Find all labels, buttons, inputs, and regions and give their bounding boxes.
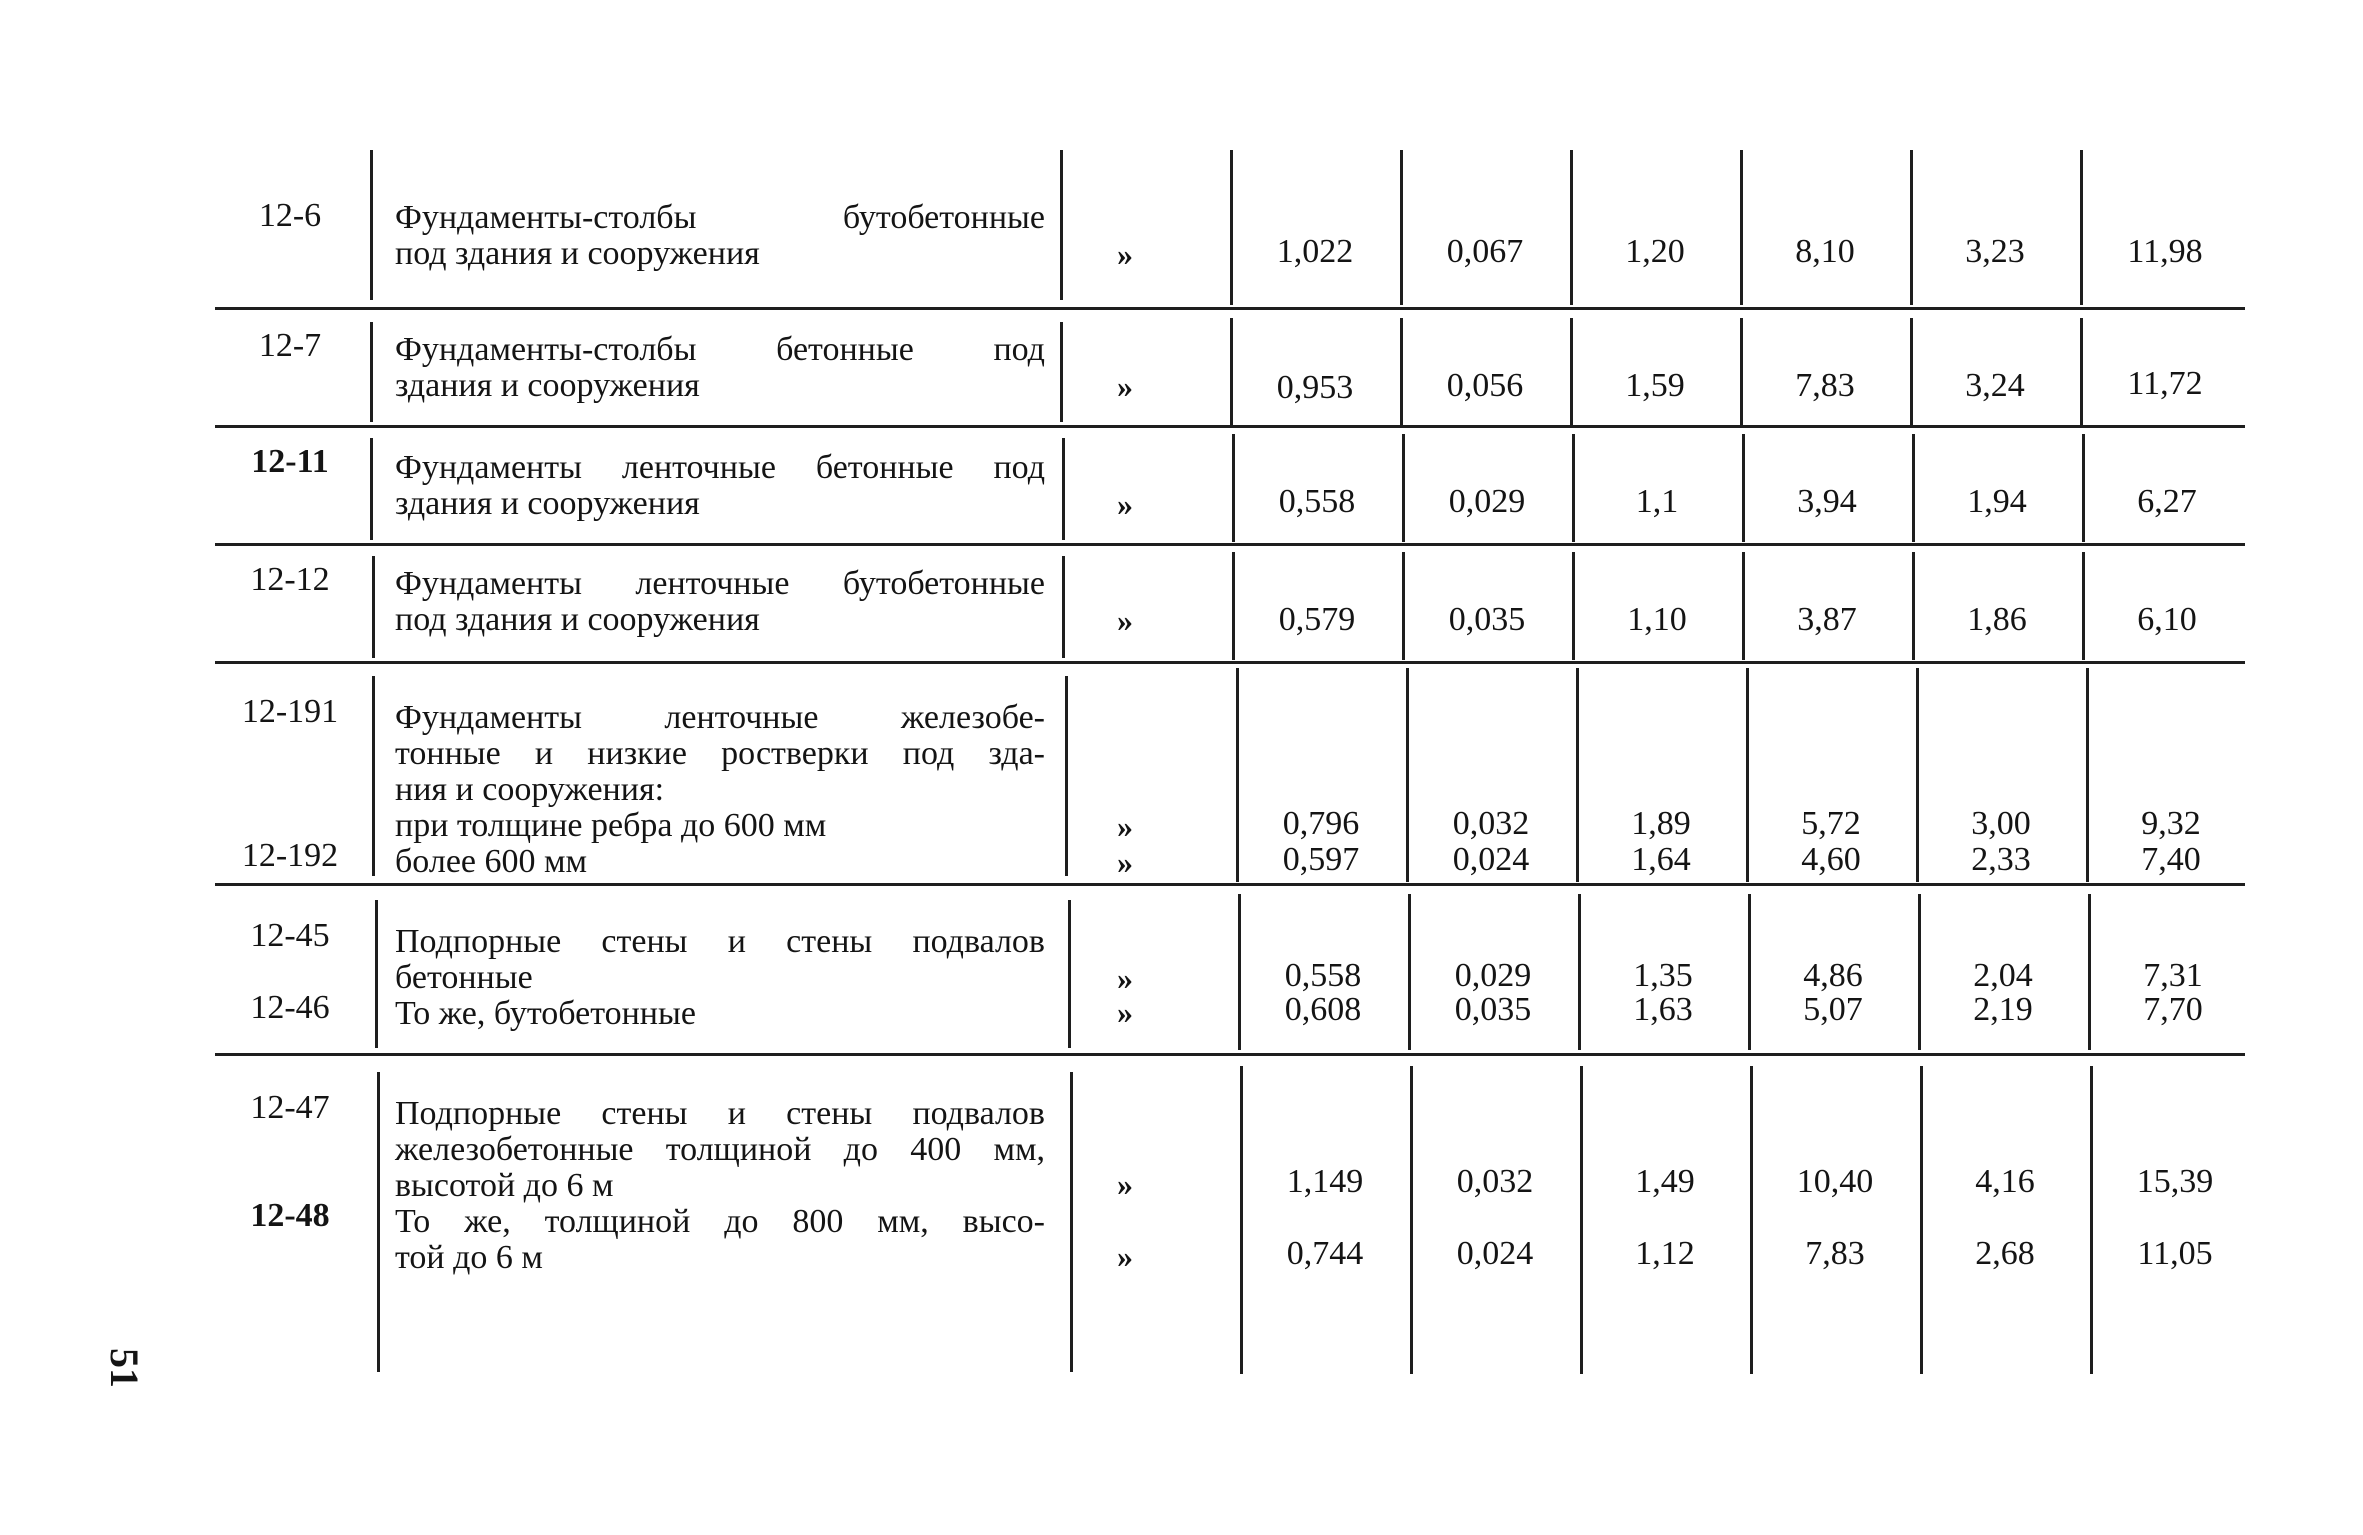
value-cell: 7,83 bbox=[1795, 367, 1855, 404]
value-cell: 6,27 bbox=[2137, 483, 2197, 520]
value-cell: 1,20 bbox=[1625, 233, 1685, 270]
column-divider bbox=[1916, 668, 1919, 882]
unit-mark: » bbox=[1117, 994, 1133, 1030]
description-line: То же, бутобетонные bbox=[395, 995, 696, 1032]
column-divider bbox=[370, 150, 373, 300]
column-divider bbox=[377, 1072, 380, 1372]
unit-mark: » bbox=[1117, 1238, 1133, 1274]
unit-mark: » bbox=[1117, 602, 1133, 638]
column-divider bbox=[1910, 150, 1913, 305]
row-code: 12-46 bbox=[250, 989, 330, 1026]
table-row bbox=[215, 1056, 2245, 1376]
column-divider bbox=[1572, 552, 1575, 660]
description-line: Фундаменты ленточные бетонные под bbox=[395, 449, 1045, 486]
row-code: 12-47 bbox=[250, 1089, 330, 1126]
value-cell: 0,032 bbox=[1452, 805, 1530, 842]
column-divider bbox=[1918, 894, 1921, 1050]
column-divider bbox=[1062, 438, 1065, 540]
description-line: Фундаменты-столбы бутобетонные bbox=[395, 199, 1045, 236]
unit-mark: » bbox=[1117, 236, 1133, 272]
value-cell: 4,60 bbox=[1801, 841, 1861, 878]
value-cell: 1,64 bbox=[1631, 841, 1691, 878]
row-code: 12-45 bbox=[250, 917, 330, 954]
column-divider bbox=[1576, 668, 1579, 882]
value-cell: 0,035 bbox=[1454, 991, 1532, 1028]
column-divider bbox=[372, 676, 375, 876]
value-cell: 15,39 bbox=[2136, 1163, 2214, 1200]
column-divider bbox=[1402, 434, 1405, 542]
value-cell: 1,63 bbox=[1633, 991, 1693, 1028]
row-description bbox=[395, 700, 1045, 880]
column-divider bbox=[1742, 434, 1745, 542]
value-cell: 0,597 bbox=[1282, 841, 1360, 878]
row-description bbox=[395, 200, 1045, 272]
row-description bbox=[395, 924, 1045, 1032]
column-divider bbox=[1580, 1066, 1583, 1374]
table-row bbox=[215, 546, 2245, 664]
description-line: здания и сооружения bbox=[395, 367, 700, 404]
value-cell: 0,024 bbox=[1452, 841, 1530, 878]
column-divider bbox=[1230, 318, 1233, 426]
description-line: под здания и сооружения bbox=[395, 235, 760, 272]
description-line: здания и сооружения bbox=[395, 485, 700, 522]
value-cell: 1,59 bbox=[1625, 367, 1685, 404]
column-divider bbox=[1060, 150, 1063, 300]
column-divider bbox=[1230, 150, 1233, 305]
column-divider bbox=[2080, 150, 2083, 305]
value-cell: 1,022 bbox=[1276, 233, 1354, 270]
table-row bbox=[215, 664, 2245, 886]
column-divider bbox=[1748, 894, 1751, 1050]
value-cell: 1,35 bbox=[1633, 957, 1693, 994]
description-line: при толщине ребра до 600 мм bbox=[395, 807, 827, 844]
value-cell: 1,149 bbox=[1286, 1163, 1364, 1200]
value-cell: 3,00 bbox=[1971, 805, 2031, 842]
unit-mark: » bbox=[1117, 486, 1133, 522]
value-cell: 11,72 bbox=[2127, 365, 2203, 402]
row-description bbox=[395, 1096, 1045, 1276]
description-line: Подпорные стены и стены подвалов bbox=[395, 1095, 1045, 1132]
column-divider bbox=[1406, 668, 1409, 882]
column-divider bbox=[1402, 552, 1405, 660]
column-divider bbox=[2080, 318, 2083, 426]
description-line: тонные и низкие ростверки под зда- bbox=[395, 735, 1045, 772]
value-cell: 1,12 bbox=[1635, 1235, 1695, 1272]
column-divider bbox=[1740, 150, 1743, 305]
value-cell: 1,89 bbox=[1631, 805, 1691, 842]
column-divider bbox=[2082, 552, 2085, 660]
column-divider bbox=[1912, 552, 1915, 660]
value-cell: 0,796 bbox=[1282, 805, 1360, 842]
value-cell: 5,07 bbox=[1803, 991, 1863, 1028]
description-line: железобетонные толщиной до 400 мм, bbox=[395, 1131, 1045, 1168]
column-divider bbox=[372, 556, 375, 658]
column-divider bbox=[1400, 318, 1403, 426]
value-cell: 10,40 bbox=[1796, 1163, 1874, 1200]
description-line: Фундаменты ленточные бутобетонные bbox=[395, 565, 1045, 602]
column-divider bbox=[1240, 1066, 1243, 1374]
column-divider bbox=[1060, 322, 1063, 422]
column-divider bbox=[1572, 434, 1575, 542]
table-row bbox=[215, 150, 2245, 310]
column-divider bbox=[2090, 1066, 2093, 1374]
description-line: высотой до 6 м bbox=[395, 1167, 614, 1204]
value-cell: 0,953 bbox=[1276, 369, 1354, 406]
value-cell: 7,31 bbox=[2143, 957, 2203, 994]
value-cell: 0,024 bbox=[1456, 1235, 1534, 1272]
column-divider bbox=[1068, 900, 1071, 1048]
value-cell: 5,72 bbox=[1801, 805, 1861, 842]
value-cell: 3,94 bbox=[1797, 483, 1857, 520]
row-description bbox=[395, 566, 1045, 638]
column-divider bbox=[1408, 894, 1411, 1050]
value-cell: 11,98 bbox=[2127, 233, 2203, 270]
value-cell: 0,744 bbox=[1286, 1235, 1364, 1272]
row-code: 12-191 bbox=[241, 693, 339, 730]
column-divider bbox=[1912, 434, 1915, 542]
description-line: То же, толщиной до 800 мм, высо- bbox=[395, 1203, 1045, 1240]
column-divider bbox=[1740, 318, 1743, 426]
column-divider bbox=[1232, 434, 1235, 542]
description-line: ния и сооружения: bbox=[395, 771, 665, 808]
value-cell: 0,558 bbox=[1278, 483, 1356, 520]
value-cell: 6,10 bbox=[2137, 601, 2197, 638]
unit-mark: » bbox=[1117, 844, 1133, 880]
description-line: той до 6 м bbox=[395, 1239, 543, 1276]
column-divider bbox=[1910, 318, 1913, 426]
description-line: под здания и сооружения bbox=[395, 601, 760, 638]
column-divider bbox=[1746, 668, 1749, 882]
column-divider bbox=[1400, 150, 1403, 305]
row-description bbox=[395, 450, 1045, 522]
unit-mark: » bbox=[1117, 808, 1133, 844]
column-divider bbox=[1750, 1066, 1753, 1374]
description-line: Подпорные стены и стены подвалов bbox=[395, 923, 1045, 960]
column-divider bbox=[370, 438, 373, 540]
column-divider bbox=[1232, 552, 1235, 660]
column-divider bbox=[1410, 1066, 1413, 1374]
description-line: Фундаменты ленточные железобе- bbox=[395, 699, 1045, 736]
value-cell: 3,23 bbox=[1965, 233, 2025, 270]
row-code: 12-192 bbox=[241, 837, 339, 874]
column-divider bbox=[1570, 150, 1573, 305]
table-row bbox=[215, 886, 2245, 1056]
value-cell: 1,94 bbox=[1967, 483, 2027, 520]
value-cell: 7,83 bbox=[1805, 1235, 1865, 1272]
column-divider bbox=[1920, 1066, 1923, 1374]
column-divider bbox=[1236, 668, 1239, 882]
description-line: более 600 мм bbox=[395, 843, 588, 880]
column-divider bbox=[1742, 552, 1745, 660]
value-cell: 3,24 bbox=[1965, 367, 2025, 404]
value-cell: 0,029 bbox=[1454, 957, 1532, 994]
value-cell: 0,056 bbox=[1446, 367, 1524, 404]
row-code: 12-11 bbox=[251, 443, 329, 480]
value-cell: 2,04 bbox=[1973, 957, 2033, 994]
row-code: 12-48 bbox=[250, 1197, 330, 1234]
value-cell: 9,32 bbox=[2141, 805, 2201, 842]
description-line: Фундаменты-столбы бетонные под bbox=[395, 331, 1045, 368]
page-number: 51 bbox=[102, 1348, 147, 1388]
value-cell: 2,33 bbox=[1971, 841, 2031, 878]
value-cell: 2,68 bbox=[1975, 1235, 2035, 1272]
row-code: 12-6 bbox=[258, 197, 322, 234]
value-cell: 0,558 bbox=[1284, 957, 1362, 994]
value-cell: 3,87 bbox=[1797, 601, 1857, 638]
value-cell: 11,05 bbox=[2137, 1235, 2213, 1272]
column-divider bbox=[375, 900, 378, 1048]
column-divider bbox=[1070, 1072, 1073, 1372]
row-code: 12-12 bbox=[250, 561, 330, 598]
value-cell: 0,579 bbox=[1278, 601, 1356, 638]
column-divider bbox=[2082, 434, 2085, 542]
value-cell: 0,608 bbox=[1284, 991, 1362, 1028]
table-row bbox=[215, 310, 2245, 428]
column-divider bbox=[1065, 676, 1068, 876]
column-divider bbox=[2086, 668, 2089, 882]
unit-mark: » bbox=[1117, 1166, 1133, 1202]
description-line: бетонные bbox=[395, 959, 533, 996]
value-cell: 1,86 bbox=[1967, 601, 2027, 638]
column-divider bbox=[1570, 318, 1573, 426]
value-cell: 4,16 bbox=[1975, 1163, 2035, 1200]
value-cell: 1,1 bbox=[1635, 483, 1679, 520]
column-divider bbox=[2088, 894, 2091, 1050]
unit-mark: » bbox=[1117, 960, 1133, 996]
value-cell: 2,19 bbox=[1973, 991, 2033, 1028]
row-description bbox=[395, 332, 1045, 404]
value-cell: 8,10 bbox=[1795, 233, 1855, 270]
column-divider bbox=[1062, 556, 1065, 658]
column-divider bbox=[1578, 894, 1581, 1050]
value-cell: 0,029 bbox=[1448, 483, 1526, 520]
value-cell: 7,40 bbox=[2141, 841, 2201, 878]
value-cell: 0,032 bbox=[1456, 1163, 1534, 1200]
unit-mark: » bbox=[1117, 368, 1133, 404]
row-code: 12-7 bbox=[258, 327, 322, 364]
value-cell: 4,86 bbox=[1803, 957, 1863, 994]
table-row bbox=[215, 428, 2245, 546]
column-divider bbox=[1238, 894, 1241, 1050]
value-cell: 1,49 bbox=[1635, 1163, 1695, 1200]
column-divider bbox=[370, 322, 373, 422]
value-cell: 7,70 bbox=[2143, 991, 2203, 1028]
value-cell: 0,035 bbox=[1448, 601, 1526, 638]
value-cell: 0,067 bbox=[1446, 233, 1524, 270]
value-cell: 1,10 bbox=[1627, 601, 1687, 638]
